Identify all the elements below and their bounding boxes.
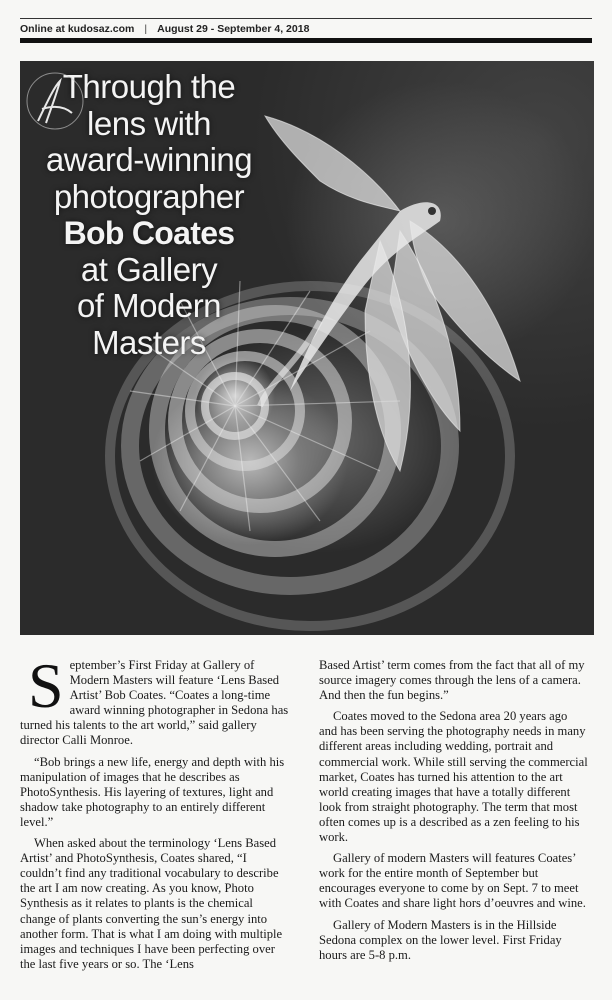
headline-line-3: award-winning [45,141,253,178]
headline-artist-name: Bob Coates [63,215,235,251]
header-separator: | [144,23,148,35]
headline-line-7: of Modern [76,287,222,324]
site-link[interactable]: kudosaz.com [67,23,135,35]
article-paragraph: Based Artist’ term comes from the fact that all of my source imagery comes through the lens of a camera. And then the fun begins.” [319,658,585,703]
artwork-photo [20,61,594,635]
headline-line-6: at Gallery [80,250,218,288]
site-prefix: Online at [20,23,68,35]
article-paragraph [20,650,289,749]
artist-signature-mark [20,61,90,141]
headline-line-4: photographer [53,177,245,215]
article-paragraph: Gallery of Modern Masters is in the Hillside Sedona complex on the lower level. First Friday hours are 5-8 p.m. [319,917,562,962]
article-paragraph: “Bob brings a new life, energy and depth with his manipulation of images that he describes as PhotoSynthesis. His layering of textures, light and shadow take photography to an entirely different level.” [20,754,285,829]
headline-line-1: Through the [62,68,236,105]
headline-line-8: Masters [92,323,206,361]
article-paragraph: Coates moved to the Sedona area 20 years ago and has been serving the photography needs in many different areas including wedding, portrait and commercial work. While still serving the commercial market, Coates has turned his attention to the art world creating images that have a totally different look from straight photography. The term that most often comes up is a described as a zen feeling to his work. [319,709,588,845]
headline-line-2: lens with [87,104,211,142]
article-paragraph: Gallery of modern Masters will features Coates’ work for the entire month of September but encourages everyone to come by on Sept. 7 to meet with Coates and share light hors d’oeuvres and wine. [319,851,586,911]
site-label [20,23,134,35]
drop-cap: S [28,650,64,721]
article-column-1 [20,650,289,978]
issue-date-range: August 29 - September 4, 2018 [157,23,310,35]
paragraph-text: eptember’s First Friday at Gallery of Modern Masters will feature ‘Lens Based Artist’ Bob Coates. “Coates a long-time award winning photographer in Sedona has turned his talents to the art world,” said gallery director Calli Monroe. [20,658,289,748]
article-paragraph: When asked about the terminology ‘Lens Based Artist’ and PhotoSynthesis, Coates shared, “I couldn’t find any traditional vocabulary to describe the art I am now creating. As you know, Photo Synthesis as it relates to plants is the chemical change of plants converting the sun’s energy into another form. That is what I am doing with multiple images and techniques I have been perfecting over the last five years or so. The ‘Lens [20,836,283,971]
article-column-2 [319,658,588,969]
top-rule [20,18,592,19]
header-rule [20,38,592,43]
page-header [20,20,592,38]
